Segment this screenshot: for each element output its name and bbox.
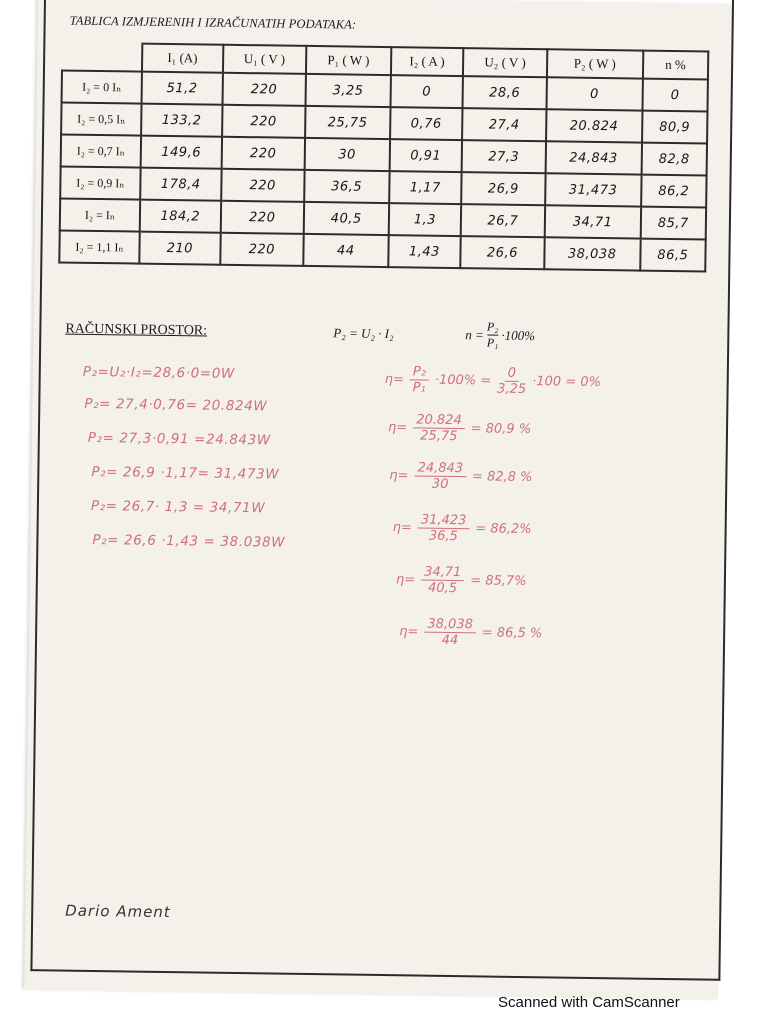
eta-numerator: 20.824 [413, 412, 465, 429]
eta-line [389, 460, 533, 493]
table-cell: 0,76 [390, 107, 463, 140]
p2-line: P₂= 27,3·0,91 =24.843W [87, 429, 271, 449]
table-cell: 0 [642, 79, 708, 112]
header-i1: I₁ (A) [142, 44, 223, 73]
table-cell: 0 [546, 77, 643, 110]
eta-symbol: η= [387, 420, 408, 436]
p2-line: P₂=U₂·I₂=28,6·0=0W [82, 363, 236, 382]
eta-first-line [384, 364, 601, 398]
header-u1: U₁ ( V ) [223, 45, 307, 74]
table-cell: 80,9 [642, 111, 708, 144]
row-label: I₂ = Iₙ [60, 198, 140, 231]
eta-numerator: 34,71 [421, 565, 464, 582]
table-cell: 20.824 [546, 109, 643, 142]
table-cell: 28,6 [463, 76, 547, 109]
header-blank-cell [62, 42, 142, 71]
eta-first-den2: 3,25 [497, 381, 527, 398]
p2-line: P₂= 27,4·0,76= 20.824W [84, 395, 268, 415]
table-cell: 178,4 [140, 168, 221, 201]
header-u2: U₂ ( V ) [463, 48, 547, 77]
formula-n-denominator: P₁ [486, 335, 499, 350]
table-cell: 220 [220, 233, 304, 266]
eta-line [388, 412, 532, 445]
eta-first-den1: P₁ [412, 380, 426, 396]
table-cell: 40,5 [304, 202, 389, 235]
row-label: I₂ = 1,1 Iₙ [59, 230, 139, 263]
row-label: I₂ = 0,5 Iₙ [61, 102, 141, 135]
table-cell: 220 [222, 105, 306, 138]
table-title: TABLICA IZMJERENIH I IZRAČUNATIH PODATAKA: [69, 13, 357, 32]
table-cell: 51,2 [142, 72, 223, 105]
eta-result: = 80,9 % [470, 421, 532, 438]
eta-result: = 86,5 % [481, 625, 543, 642]
eta-fraction [421, 565, 465, 597]
formula-n-numerator: P₂ [486, 319, 499, 334]
camscanner-watermark: Scanned with CamScanner [498, 994, 680, 1011]
table-cell: 3,25 [305, 74, 390, 107]
table-cell: 25,75 [305, 106, 390, 139]
table-cell: 1,3 [388, 203, 461, 236]
eta-line [399, 616, 543, 649]
eta-first-lhs: η= [384, 372, 404, 388]
header-p2: P₂ ( W ) [547, 49, 644, 78]
eta-line [396, 564, 527, 597]
eta-fraction [418, 513, 470, 545]
table-cell: 27,3 [462, 140, 546, 173]
eta-result: = 86,2% [475, 521, 532, 538]
calc-heading: RAČUNSKI PROSTOR: [65, 321, 208, 339]
eta-first-num2: 0 [505, 366, 520, 382]
table-cell: 210 [139, 232, 220, 265]
eta-symbol: η= [399, 624, 419, 640]
table-cell: 82,8 [641, 143, 707, 176]
formula-n-rhs: ·100% [501, 327, 536, 343]
formula-n-fraction [487, 319, 499, 350]
table-cell: 30 [305, 138, 390, 171]
eta-first-mid: ·100% = [434, 372, 492, 389]
table-cell: 85,7 [640, 207, 706, 240]
eta-denominator: 25,75 [420, 428, 458, 445]
table-cell: 0 [390, 75, 463, 108]
table-cell: 38,038 [544, 237, 641, 270]
eta-fraction [414, 460, 466, 492]
eta-denominator: 30 [431, 476, 449, 492]
eta-symbol: η= [395, 572, 416, 588]
formula-efficiency [465, 319, 535, 351]
table-cell: 0,91 [389, 139, 462, 172]
eta-denominator: 36,5 [428, 528, 458, 545]
header-p1: P₁ ( W ) [306, 46, 391, 75]
formula-n-lhs: n = [465, 326, 484, 342]
table-cell: 26,7 [461, 204, 545, 237]
row-label: I₂ = 0,9 Iₙ [60, 166, 140, 199]
table-cell: 220 [221, 169, 305, 202]
signature: Dario Ament [65, 901, 171, 922]
formula-p2: P₂ = U₂ · I₂ [333, 325, 394, 342]
eta-result: = 82,8 % [471, 469, 533, 486]
table-cell: 26,6 [461, 236, 545, 269]
table-cell: 86,2 [641, 175, 707, 208]
table-cell: 1,17 [389, 171, 462, 204]
table-cell: 36,5 [304, 170, 389, 203]
table-cell: 220 [220, 201, 304, 234]
row-label: I₂ = 0,7 Iₙ [61, 134, 141, 167]
eta-result: = 85,7% [470, 573, 527, 590]
table-cell: 34,71 [544, 205, 641, 238]
eta-fraction [424, 617, 476, 649]
table-cell: 24,843 [545, 141, 642, 174]
eta-fraction [413, 412, 465, 444]
table-cell: 149,6 [141, 136, 222, 169]
row-label: I₂ = 0 Iₙ [62, 70, 142, 103]
table-cell: 44 [303, 234, 388, 267]
eta-first-fraction2 [497, 366, 526, 397]
p2-line: P₂= 26,9 ·1,17= 31,473W [91, 463, 280, 483]
measurement-table [58, 41, 709, 272]
table-cell: 31,473 [545, 173, 642, 206]
table-cell: 133,2 [141, 104, 222, 137]
eta-denominator: 44 [441, 632, 459, 649]
table-cell: 220 [222, 73, 306, 106]
p2-line: P₂= 26,6 ·1,43 = 38.038W [92, 531, 286, 551]
eta-denominator: 40,5 [427, 580, 458, 597]
eta-numerator: 24,843 [414, 460, 466, 477]
p2-line: P₂= 26,7· 1,3 = 34,71W [90, 497, 266, 517]
eta-line [392, 512, 531, 545]
header-efficiency: n % [643, 51, 709, 80]
eta-numerator: 38,038 [424, 617, 476, 634]
table-cell: 27,4 [462, 108, 546, 141]
eta-first-rhs: ·100 = 0% [532, 374, 602, 391]
table-cell: 1,43 [388, 235, 461, 268]
header-i2: I₂ ( A ) [391, 47, 464, 76]
paper-sheet [24, 0, 732, 999]
table-cell: 26,9 [461, 172, 545, 205]
eta-first-fraction1 [410, 364, 429, 395]
table-cell: 86,5 [640, 239, 706, 272]
eta-first-num1: P₂ [410, 364, 429, 380]
table-cell: 220 [221, 137, 305, 170]
eta-numerator: 31,423 [418, 513, 470, 530]
eta-symbol: η= [389, 468, 409, 484]
eta-symbol: η= [392, 520, 412, 536]
table-cell: 184,2 [140, 200, 221, 233]
